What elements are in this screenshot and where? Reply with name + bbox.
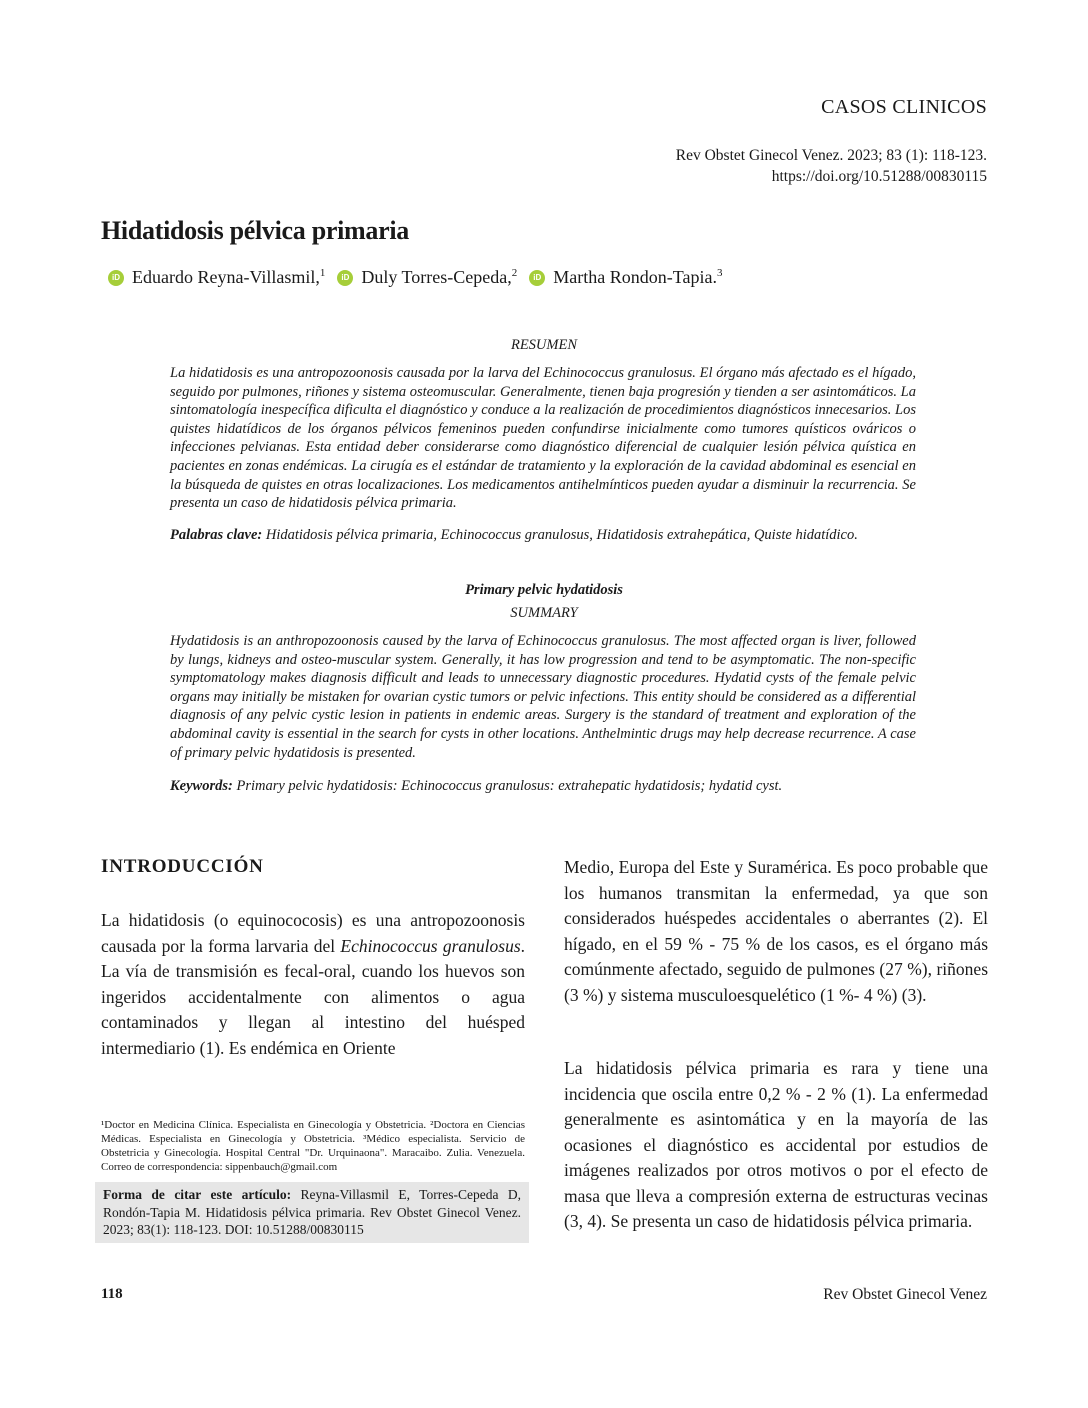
intro-paragraph-right-1: Medio, Europa del Este y Suramérica. Es poco probable que los humanos transmitan la enfermedad, ya que son considerados huéspedes accidentales o aberrantes (2). El hígado, en el 59 % - 75 % de los casos, es el órgano más comúnmente afectado, seguido de pulmones (27 %), riñones (3 %) y sistema musculoesquelético (1 %- 4 %) (3). xyxy=(564,857,988,1005)
citation-header xyxy=(676,145,987,187)
english-title: Primary pelvic hydatidosis xyxy=(465,582,623,598)
palabras-clave: Palabras clave: Hidatidosis pélvica primaria, Echinococcus granulosus, Hidatidosis extrahepática, Quiste hidatídico. xyxy=(170,527,858,543)
cite-box: Forma de citar este artículo: Reyna-Villasmil E, Torres-Cepeda D, Rondón-Tapia M. Hidatidosis pélvica primaria. Rev Obstet Ginecol Venez. 2023; 83(1): 118-123. DOI: 10.51288/00830115 xyxy=(95,1182,529,1243)
intro-paragraph-right-2: La hidatidosis pélvica primaria es rara y tiene una incidencia que oscila entre 0,2 % - 2 % (1). La enfermedad generalmente es asintomática y en la mayoría de las ocasiones el diagnóstico es accidental por estudios de imágenes realizados por otros motivos o por el efecto de masa que lleva a compresión externa de estructuras vecinas (3, 4). Se presenta un caso de hidatidosis pélvica primaria. xyxy=(564,1058,988,1231)
page-number: 118 xyxy=(101,1286,123,1302)
resumen-heading: RESUMEN xyxy=(510,337,578,353)
summary-heading: SUMMARY xyxy=(510,605,578,621)
section-tag: CASOS CLINICOS xyxy=(821,96,987,118)
citation-line: Rev Obstet Ginecol Venez. 2023; 83 (1): 118-123. xyxy=(675,147,987,164)
keywords: Keywords: Primary pelvic hydatidosis: Echinococcus granulosus: extrahepatic hydatidosis; hydatid cyst. xyxy=(170,778,783,794)
author-list xyxy=(108,267,734,288)
author-name: Martha Rondon-Tapia.$^3$ xyxy=(553,267,723,287)
author-name: Eduardo Reyna-Villasmil,$^1$ xyxy=(132,267,326,287)
author-name: Duly Torres-Cepeda,$^2$ xyxy=(361,267,518,287)
orcid-icon[interactable]: iD xyxy=(108,270,124,286)
intro-heading: INTRODUCCIÓN xyxy=(101,856,264,877)
doi-link[interactable]: https://doi.org/10.51288/00830115 xyxy=(771,168,987,185)
summary-text: Hydatidosis is an anthropozoonosis caused by the larva of Echinococcus granulosus. The most affected organ is liver, followed by lungs, kidneys and osteo-muscular system. Generally, it has low progression and tend to be asymptomatic. The non-specific symptomatology makes diagnosis difficult and leads to unnecessary diagnostic procedures. Hydatid cysts of the female pelvic organs may initially be mistaken for ovarian cystic tumors or pelvic infections. This entity should be considered as a differential diagnosis of any pelvic cystic lesion in patients in endemic areas. Surgery is the standard of treatment and exploration of the abdominal cavity is essential in the search for cysts in other locations. Anthelmintic drugs may help decrease recurrence. A case of primary pelvic hydatidosis is presented. xyxy=(170,633,916,761)
intro-paragraph-left: La hidatidosis (o equinococosis) es una antropozoonosis causada por la forma larvaria del Echinococcus granulosus. La vía de transmisión es fecal-oral, cuando los huevos son ingeridos accidentalmente con alimentos o agua contaminados y llegan al intestino del huésped intermediario (1). Es endémica en Oriente xyxy=(101,910,525,1058)
resumen-text: La hidatidosis es una antropozoonosis causada por la larva del Echinococcus granulosus. El órgano más afectado es el hígado, seguido por pulmones, riñones y sistema osteomuscular. Generalmente, tienen baja progresión y tienden a ser asintomáticos. La sintomatología inespecífica dificulta el diagnóstico y conduce a la realización de procedimientos diagnósticos innecesarios. Los quistes hidatídicos de los órganos pélvicos femeninos pueden confundirse inicialmente como tumores quísticos ováricos o infecciones pelvianas. Esta entidad deber considerarse como diagnóstico diferencial de cualquier lesión pélvica quística en pacientes en zonas endémicas. La cirugía es el estándar de tratamiento y la exploración de la cavidad abdominal es esencial en la búsqueda de quistes en otras localizaciones. Los medicamentos antihelmínticos pueden ayudar a disminuir la recurrencia. Se presenta un caso de hidatidosis pélvica primaria. xyxy=(170,365,916,512)
orcid-icon[interactable]: iD xyxy=(529,270,545,286)
orcid-icon[interactable]: iD xyxy=(337,270,353,286)
journal-footer: Rev Obstet Ginecol Venez xyxy=(823,1286,987,1303)
article-title: Hidatidosis pélvica primaria xyxy=(101,216,409,245)
affiliation-footnote: ¹Doctor en Medicina Clínica. Especialista en Ginecología y Obstetricia. ²Doctora en Ciencias Médicas. Especialista en Ginecología y Obstetricia. ³Médico especialista. Servicio de Obstetricia y Ginecología. Hospital Central "Dr. Urquinaona". Maracaibo. Zulia. Venezuela. Correo de correspondencia: sippenbauch@gmail.com xyxy=(101,1119,525,1173)
